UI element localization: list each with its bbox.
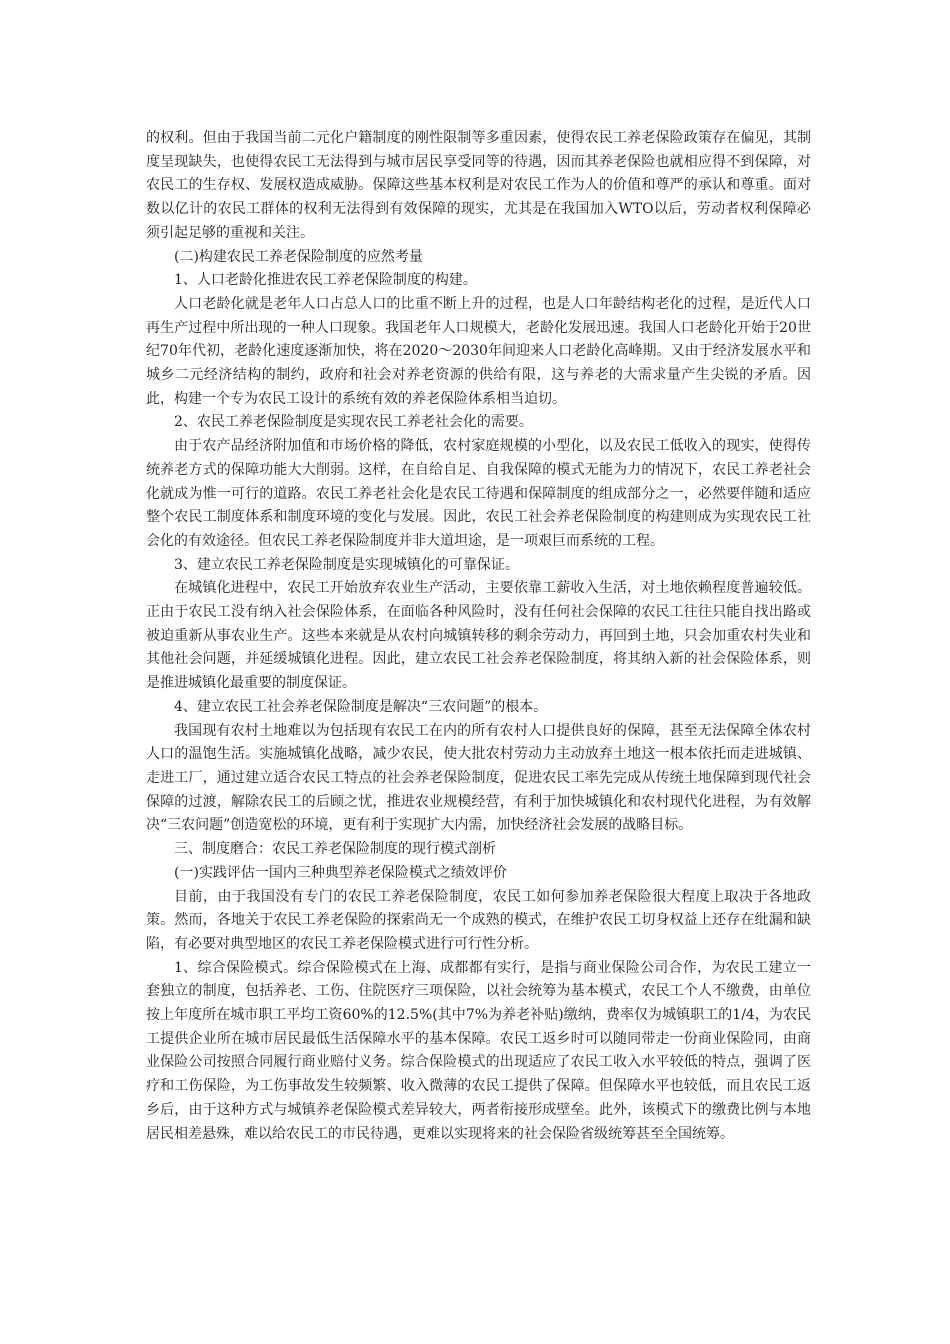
section-heading-considerations: (二)构建农民工养老保险制度的应然考量 bbox=[174, 248, 423, 265]
section-heading-models: 三、制度磨合：农民工养老保险制度的现行模式剖析 bbox=[174, 841, 496, 858]
subheading-urbanization: 3、建立农民工养老保险制度是实现城镇化的可靠保证。 bbox=[174, 556, 519, 573]
paragraph-aging: 人口老龄化就是老年人口占总人口的比重不断上升的过程，也是人口年龄结构老化的过程，是近代人口再生产过程中所出现的一种人口现象。我国老年人口规模大，老龄化发展迅速。我国人口老龄化开始于20世纪70年代初，老龄化速度逐渐加快，将在2020～2030年间迎来人口老龄化高峰期。又由于经济发展水平和城乡二元经济结构的制约，政府和社会对养老资源的供给有限，这与养老的大需求量产生尖锐的矛盾。因此，构建一个专为农民工设计的系统有效的养老保险体系相当迫切。 bbox=[146, 295, 811, 407]
paragraph-comprehensive-model: 1、综合保险模式。综合保险模式在上海、成都都有实行，是指与商业保险公司合作，为农民工建立一套独立的制度，包括养老、工伤、住院医疗三项保险，以社会统筹为基本模式，农民工个人不缴费，由单位按上年度所在城市职工平均工资60%的12.5%(其中7%为养老补贴)缴纳，费率仅为城镇职工的1/4，为农民工提供企业所在城市居民最低生活保障水平的基本保障。农民工返乡时可以随同带走一份商业保险同，由商业保险公司按照合同履行商业赔付义务。综合保险模式的出现适应了农民工收入水平较低的特点，强调了医疗和工伤保险，为工伤事故发生较频繁、收入微薄的农民工提供了保障。但保障水平也较低，而且农民工返乡后，由于这种方式与城镇养老保险模式差异较大，两者衔接形成壁垒。此外，该模式下的缴费比例与本地居民相差悬殊，难以给农民工的市民待遇，更难以实现将来的社会保险省级统筹甚至全国统筹。 bbox=[146, 959, 811, 1142]
paragraph-urbanization: 在城镇化进程中，农民工开始放弃农业生产活动，主要依靠工薪收入生活，对土地依赖程度普遍较低。正由于农民工没有纳入社会保险体系，在面临各种风险时，没有任何社会保障的农民工往往只能自找出路或被迫重新从事农业生产。这些本来就是从农村向城镇转移的剩余劳动力，再回到土地，只会加重农村失业和其他社会问题，并延缓城镇化进程。因此，建立农民工社会养老保险制度，将其纳入新的社会保险体系，则是推进城镇化最重要的制度保证。 bbox=[146, 580, 811, 692]
subheading-three-rural-issues: 4、建立农民工社会养老保险制度是解决“三农问题”的根本。 bbox=[174, 698, 548, 715]
subheading-model-evaluation: (一)实践评估一国内三种典型养老保险模式之绩效评价 bbox=[174, 864, 507, 881]
document-body bbox=[146, 127, 811, 1146]
paragraph-rights-continuation: 的权利。但由于我国当前二元化户籍制度的刚性限制等多重因素，使得农民工养老保险政策存在偏见，其制度呈现缺失，也使得农民工无法得到与城市居民享受同等的待遇，因而其养老保险也就相应得不到保障，对农民工的生存权、发展权造成威胁。保障这些基本权利是对农民工作为人的价值和尊严的承认和尊重。面对数以亿计的农民工群体的权利无法得到有效保障的现实，尤其是在我国加入WTO以后，劳动者权利保障必须引起足够的重视和关注。 bbox=[146, 130, 811, 241]
subheading-socialization: 2、农民工养老保险制度是实现农民工养老社会化的需要。 bbox=[174, 414, 533, 431]
paragraph-current-policy: 目前，由于我国没有专门的农民工养老保险制度，农民工如何参加养老保险很大程度上取决于各地政策。然而，各地关于农民工养老保险的探索尚无一个成熟的模式，在维护农民工切身权益上还存在纰漏和缺陷，有必要对典型地区的农民工养老保险模式进行可行性分析。 bbox=[146, 888, 811, 952]
paragraph-socialization: 由于农产品经济附加值和市场价格的降低，农村家庭规模的小型化，以及农民工低收入的现实，使得传统养老方式的保障功能大大削弱。这样，在自给自足、自我保障的模式无能为力的情况下，农民工养老社会化就成为惟一可行的道路。农民工养老社会化是农民工待遇和保障制度的组成部分之一，必然要伴随和适应整个农民工制度体系和制度环境的变化与发展。因此，农民工社会养老保险制度的构建则成为实现农民工社会化的有效途径。但农民工养老保险制度并非大道坦途，是一项艰巨而系统的工程。 bbox=[146, 438, 811, 549]
subheading-aging: 1、人口老龄化推进农民工养老保险制度的构建。 bbox=[174, 272, 477, 289]
paragraph-three-rural-issues: 我国现有农村土地难以为包括现有农民工在内的所有农村人口提供良好的保障，甚至无法保障全体农村人口的温饱生活。实施城镇化战略，减少农民，使大批农村劳动力主动放弃土地这一根本依托而走进城镇、走进工厂，通过建立适合农民工特点的社会养老保险制度，促进农民工率先完成从传统土地保障到现代社会保障的过渡，解除农民工的后顾之忧，推进农业规模经营，有利于加快城镇化和农村现代化进程，为有效解决“三农问题”创造宽松的环境，更有利于实现扩大内需，加快经济社会发展的战略目标。 bbox=[146, 722, 811, 834]
